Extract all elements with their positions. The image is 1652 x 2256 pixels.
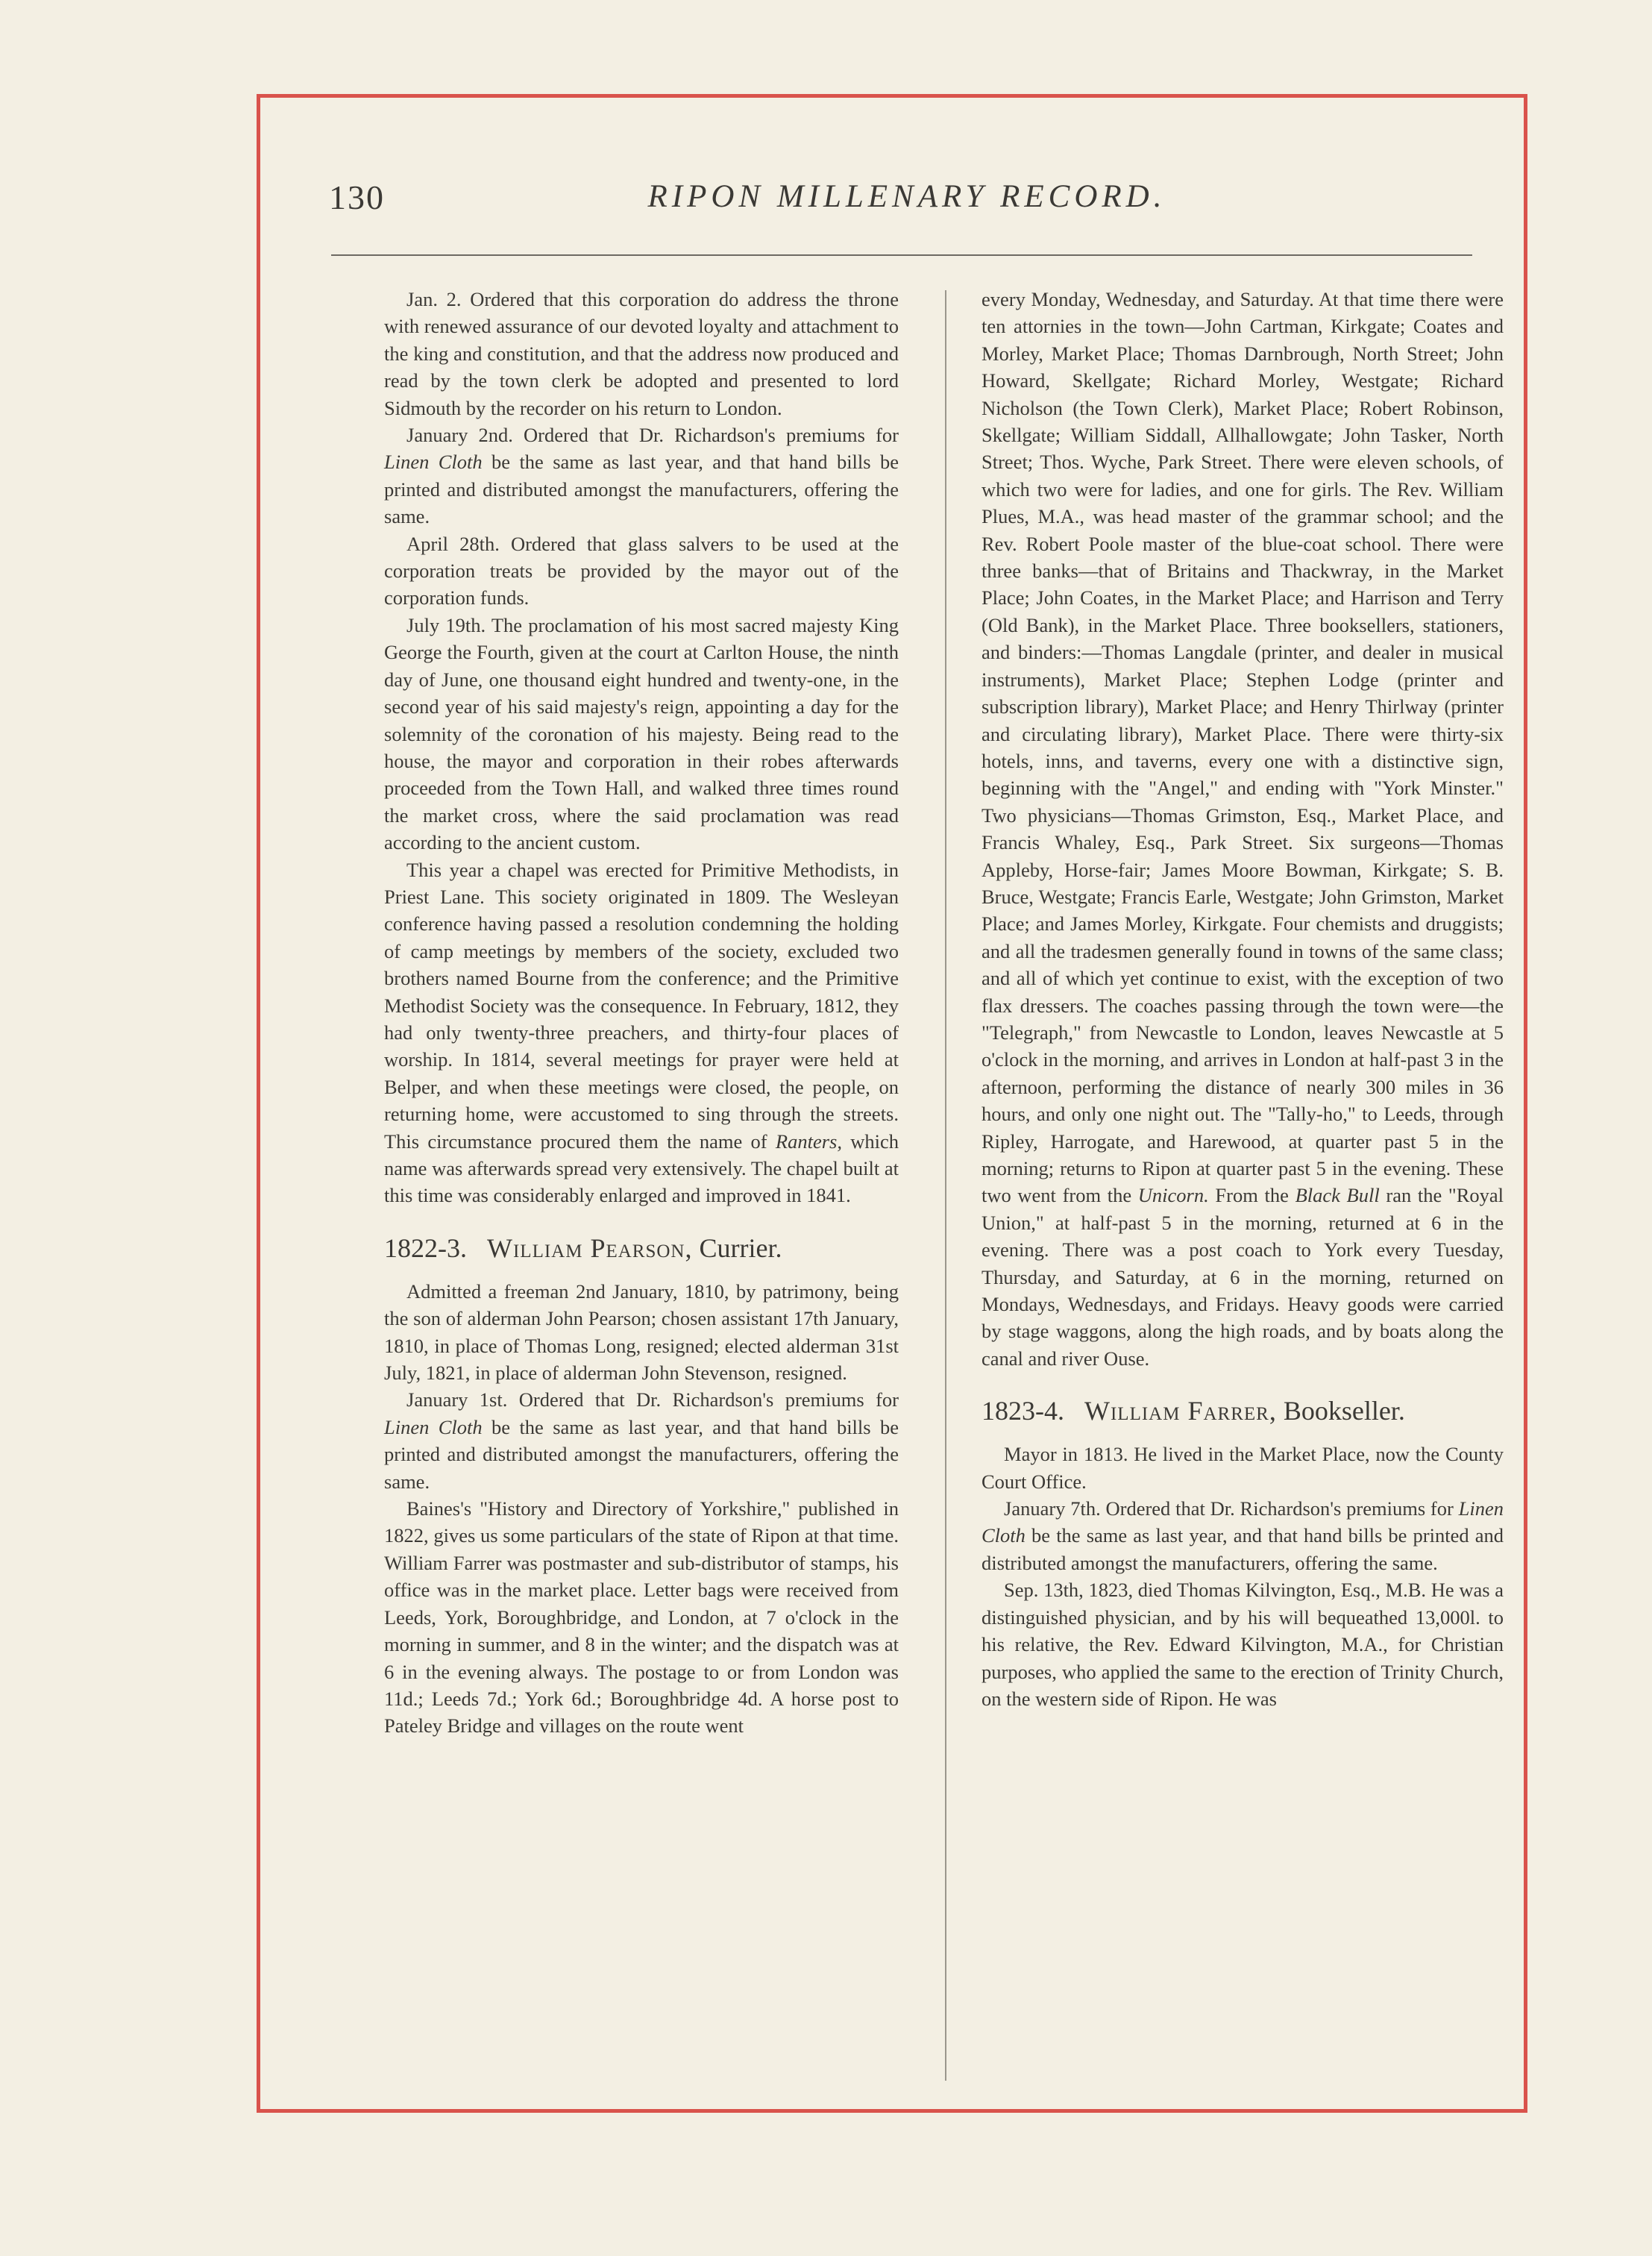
running-title: RIPON MILLENARY RECORD. [647,179,1166,214]
paragraph: This year a chapel was erected for Primitive Methodists, in Priest Lane. This society originated in 1809. The Wesleyan conference having passed a resolution condemning the holding of camp meetings by members of the society, excluded two brothers named Bourne from the conference; and the Primitive Methodist Society was the consequence. In February, 1812, they had only twenty-three preachers, and thirty-four places of worship. In 1814, several meetings for prayer were held at Belper, and when these meetings were closed, the people, on returning home, were accustomed to sing through the streets. This circumstance procured them the name of Ranters, which name was afterwards spread very extensively. The chapel built at this time was considerably enlarged and improved in 1841. [384,858,899,1207]
column-divider [945,290,946,2081]
paragraph: July 19th. The proclamation of his most sacred majesty King George the Fourth, given at the court at Carlton House, the ninth day of June, one thousand eight hundred and twenty-one, in the second year of his said majesty's reign, appointing a day for the solemnity of the coronation of his majesty. Being read to the house, the mayor and corporation in their robes afterwards proceeded from the Town Hall, and walked three times round the market cross, where the said proclamation was read according to the ancient custom. [384,613,899,854]
paragraph: every Monday, Wednesday, and Saturday. At that time there were ten attornies in the town—John Cartman, Kirkgate; Coates and Morley, Market Place; Thomas Darnbrough, North Street; John Howard, Skellgate; Richard Morley, Westgate; Richard Nicholson (the Town Clerk), Market Place; Robert Robinson, Skellgate; William Siddall, Allhallowgate; John Tasker, North Street; Thos. Wyche, Park Street. There were eleven schools, of which two were for ladies, and one for girls. The Rev. William Plues, M.A., was head master of the grammar school; and the Rev. Robert Poole master of the blue-coat school. There were three banks—that of Britains and Thackwray, in the Market Place; John Coates, in the Market Place; and Harrison and Terry (Old Bank), in the Market Place. Three booksellers, stationers, and binders:—Thomas Langdale (printer, and dealer in musical instruments), Market Place; Stephen Lodge (printer and subscription library), Market Place; and Henry Thirlway (printer and circulating library), Market Place. There were thirty-six hotels, inns, and taverns, every one with a distinctive sign, beginning with the "Angel," and ending with "York Minster." Two physicians—Thomas Grimston, Esq., Market Place, and Francis Whaley, Esq., Park Street. Six surgeons—Thomas Appleby, Horse-fair; James Moore Bowman, Kirkgate; S. B. Bruce, Westgate; Francis Earle, Westgate; John Grimston, Market Place; and James Morley, Kirkgate. Four chemists and druggists; and all the tradesmen generally found in towns of the same class; and all of which yet continue to exist, with the exception of two flax dressers. The coaches passing through the town were—the "Telegraph," from Newcastle to London, leaves Newcastle at 5 o'clock in the morning, and arrives in London at half-past 3 in the afternoon, performing the distance of nearly 300 miles in 36 hours, and only one night out. The "Tally-ho," to Leeds, through Ripley, Harrogate, and Harewood, at quarter past 5 in the morning; returns to Ripon at quarter past 5 in the evening. These two went from the Unicorn. From the Black Bull ran the "Royal Union," at half-past 5 in the morning, returned at 6 in the evening. There was a post coach to York every Tuesday, Thursday, and Saturday, at 6 in the morning, returned on Mondays, Wednesdays, and Fridays. Heavy goods were carried by stage waggons, along the high roads, and by boats along the canal and river Ouse. [982,288,1504,1370]
paragraph: January 7th. Ordered that Dr. Richardson's premiums for Linen Cloth be the same as last year, and that hand bills be printed and distributed amongst the manufacturers, offering the same. [982,1497,1504,1574]
header-rule [331,254,1472,256]
paragraph: Mayor in 1813. He lived in the Market Place, now the County Court Office. [982,1443,1504,1493]
left-column [384,286,899,1740]
right-column [982,286,1504,1712]
page-number: 130 [329,178,385,216]
paragraph: April 28th. Ordered that glass salvers to be used at the corporation treats be provided by the mayor out of the corporation funds. [384,532,899,610]
paragraph: Sep. 13th, 1823, died Thomas Kilvington, Esq., M.B. He was a distinguished physician, and by his will bequeathed 13,000l. to his relative, the Rev. Edward Kilvington, M.A., for Christian purposes, who applied the same to the erection of Trinity Church, on the western side of Ripon. He was [982,1579,1504,1710]
paragraph: Admitted a freeman 2nd January, 1810, by patrimony, being the son of alderman John Pearson; chosen assistant 17th January, 1810, in place of Thomas Long, resigned; elected alderman 31st July, 1821, in place of alderman John Stevenson, resigned. [384,1279,899,1385]
paragraph: January 1st. Ordered that Dr. Richardson's premiums for Linen Cloth be the same as last year, and that hand bills be printed and distributed amongst the manufacturers, offering the same. [384,1388,899,1493]
section-heading: 1822-3. William Pearson, Currier. [384,1232,782,1263]
paragraph: Jan. 2. Ordered that this corporation do address the throne with renewed assurance of our devoted loyalty and attachment to the king and constitution, and that the address now produced and read by the town clerk be adopted and presented to lord Sidmouth by the recorder on his return to London. [384,288,899,419]
paragraph: Baines's "History and Directory of Yorkshire," published in 1822, gives us some particulars of the state of Ripon at that time. William Farrer was postmaster and sub-distributor of stamps, his office was in the market place. Letter bags were received from Leeds, York, Boroughbridge, and London, at 7 o'clock in the morning in summer, and 8 in the winter; and the dispatch was at 6 in the evening always. The postage to or from London was 11d.; Leeds 7d.; York 6d.; Boroughbridge 4d. A horse post to Pateley Bridge and villages on the route went [384,1497,899,1738]
paragraph: January 2nd. Ordered that Dr. Richardson's premiums for Linen Cloth be the same as last year, and that hand bills be printed and distributed amongst the manufacturers, offering the same. [384,424,899,528]
page-border [257,94,1527,2113]
section-heading: 1823-4. William Farrer, Bookseller. [982,1396,1405,1426]
